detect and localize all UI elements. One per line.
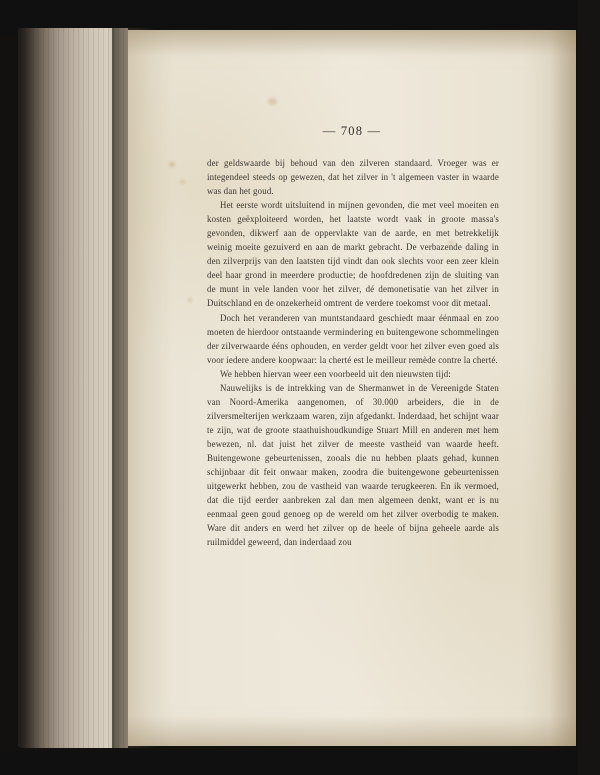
page-bottom-shading xyxy=(128,716,576,746)
paragraph: Doch het veranderen van muntstandaard geschiedt maar éénmaal en zoo moeten de hierdoor ontstaande vermindering en buitengewone schommelingen der zilverwaarde ééns ophouden, en verder geldt voor het zilver even goed als voor iedere andere koopwaar: la cherté est le meilleur remède contre la cherté. xyxy=(207,312,499,365)
paragraph: der geldswaarde bij behoud van den zilveren standaard. Vroeger was er integendeel steeds op gewezen, dat het zilver in 't algemeen vaster in waarde was dan het goud. xyxy=(207,158,499,197)
paragraph: Nauwelijks is de intrekking van de Shermanwet in de Vereenigde Staten van Noord-Amerika aangenomen, of 30.000 arbeiders, die in de zilversmelterijen werkzaam waren, zijn afgedankt. Inderdaad, het schijnt waar te zijn, wat de groote staathuishoudkundige Stuart Mill en anderen met hem bewezen, nl. dat juist het zilver de meeste vastheid van waarde heeft. Buitengewone gebeurtenissen, zooals die nu hebben plaats gehad, kunnen schijnbaar dit feit onwaar maken, zoodra die buitengewone gebeurtenissen uitgewerkt hebben, zou de vastheid van waarde terugkeeren. En ik vermoed, dat die tijd eerder aanbreken zal dan men algemeen denkt, want er is nu eenmaal geen goud genoeg op de wereld om het zilver overbodig te maken. Ware dit anders en werd het zilver op de heele of bijna geheele aarde als ruilmiddel geweerd, dan inderdaad zou xyxy=(207,382,499,548)
paragraph: We hebben hiervan weer een voorbeeld uit den nieuwsten tijd: xyxy=(220,368,451,379)
page-body-text xyxy=(207,156,499,549)
page-top-shading xyxy=(128,30,576,56)
scan-backdrop-bottom xyxy=(0,751,600,775)
paper-foxing-spot xyxy=(169,162,175,167)
paper-foxing-spot xyxy=(188,298,192,302)
paper-foxing-spot xyxy=(180,180,185,184)
page-number: — 708 — xyxy=(322,124,382,138)
paper-foxing-spot xyxy=(268,98,277,105)
scan-backdrop-right xyxy=(578,0,600,775)
paragraph: Het eerste wordt uitsluitend in mijnen gevonden, die met veel moeiten en kosten geëxploiteerd worden, het laatste wordt vaak in groote massa's gevonden, dikwerf aan de oppervlakte van de aarde, en met betrekkelijk weinig moeite gezuiverd en aan de markt gebracht. De verbazende daling in den zilverprijs van den laatsten tijd vindt dan ook slechts voor een zeer klein deel haar grond in meerdere productie; de hoofdredenen zijn de sluiting van de munt in vele landen voor het zilver, dé demonetisatie van het zilver in Duitschland en de onzekerheid omtrent de verdere toekomst voor dit metaal. xyxy=(207,200,499,309)
book-page xyxy=(128,30,576,746)
